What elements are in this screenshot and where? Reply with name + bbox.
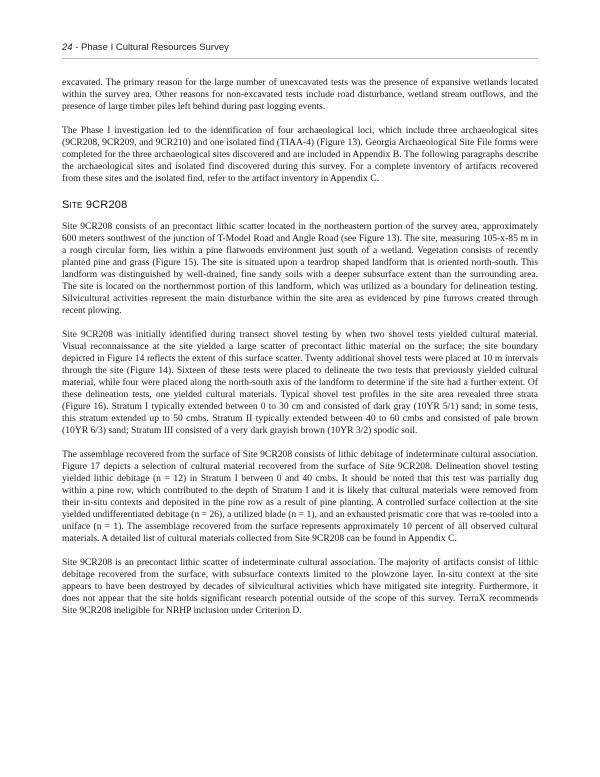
header-rule — [62, 58, 538, 59]
paragraph-site-2: Site 9CR208 was initially identified during transect shovel testing by when two shovel tests yielded cultural material. Visual reconnaissance at the site yielded a large scatter of precontact lithic material on the surface; the site boundary depicted in Figure 14 reflects the extent of this surface scatter. Twenty additional shovel tests were placed at 10 m intervals through the site (Figure 14). Sixteen of these tests were placed to delineate the two tests that previously yielded cultural material, while four were placed along the north-south axis of the landform to determine if the site had a further extent. Of these delineation tests, one yielded cultural materials. Typical shovel test profiles in the site area revealed three strata (Figure 16). Stratum I typically extended between 0 to 30 cm and consisted of dark gray (10YR 5/1) sand; in some tests, this stratum extended up to 50 cmbs. Stratum II typically extended between 40 to 60 cmbs and consisted of pale brown (10YR 6/3) sand; Stratum III consisted of a very dark grayish brown (10YR 3/2) spodic soil. — [62, 329, 538, 436]
report-title: Phase I Cultural Resources Survey — [81, 42, 229, 53]
header-separator: - — [72, 42, 82, 53]
page-number: 24 — [62, 42, 73, 53]
paragraph-site-4: Site 9CR208 is an precontact lithic scatter of indeterminate cultural association. The majority of artifacts consist of lithic debitage recovered from the surface, with subsurface contexts limited to the plowzone layer. In-situ context at the site appears to have been destroyed by decades of silvicultural activities which have mitigated site integrity. Furthermore, it does not appear that the site holds significant research potential outside of the scope of this survey. TerraX recommends Site 9CR208 ineligible for NRHP inclusion under Criterion D. — [62, 557, 538, 616]
paragraph-site-3: The assemblage recovered from the surface of Site 9CR208 consists of lithic debitage of indeterminate cultural association. Figure 17 depicts a selection of cultural material recovered from the surface of Site 9CR208. Delineation shovel testing yielded lithic debitage (n = 12) in Stratum I between 0 and 40 cmbs. It should be noted that this test was partially dug within a pine row, which contributed to the depth of Stratum I and it is likely that cultural materials were removed from their in-situ contexts and deposited in the pine row as a result of pine planting. A controlled surface collection at the site yielded undifferentiated debitage (n = 26), a utilized blade (n = 1), and an exhausted prismatic core that was re-tooled into a uniface (n = 1). The assemblage recovered from the surface represents approximately 10 percent of all observed cultural materials. A detailed list of cultural materials collected from Site 9CR208 can be found in Appendix C. — [62, 449, 538, 544]
paragraph-intro-2: The Phase I investigation led to the identification of four archaeological loci, which include three archaeological sites (9CR208, 9CR209, and 9CR210) and one isolated find (TIAA-4) (Figure 13). Georgia Archaeological Site File forms were completed for the three archaeological sites discovered and are included in Appendix B. The following paragraphs describe the archaeological sites and isolated find discovered during this survey. For a complete inventory of artifacts recovered from these sites and the isolated find, refer to the artifact inventory in Appendix C. — [62, 125, 538, 184]
section-heading: Site 9CR208 — [62, 199, 128, 211]
running-header — [62, 42, 229, 53]
page-body — [62, 77, 538, 629]
paragraph-intro-1: excavated. The primary reason for the large number of unexcavated tests was the presence of expansive wetlands located within the survey area. Other reasons for non-excavated tests include road disturbance, wetland stream outflows, and the presence of large timber piles left behind during past logging events. — [62, 77, 538, 112]
paragraph-site-1: Site 9CR208 consists of an precontact lithic scatter located in the northeastern portion of the survey area, approximately 600 meters southwest of the junction of T-Model Road and Angle Road (see Figure 13). The site, measuring 105-x-85 m in a rough circular form, lies within a pine flatwoods environment just south of a wetland. Vegetation consists of recently planted pine and grass (Figure 15). The site is situated upon a teardrop shaped landform that is oriented north-south. This landform was distinguished by well-drained, fine sandy soils with a deeper subsurface extent than the surrounding area. The site is located on the northernmost portion of this landform, which was utilized as a boundary for delineation testing. Silvicultural activities represent the main disturbance within the site area as evidenced by pine furrows created through recent plowing. — [62, 221, 538, 316]
